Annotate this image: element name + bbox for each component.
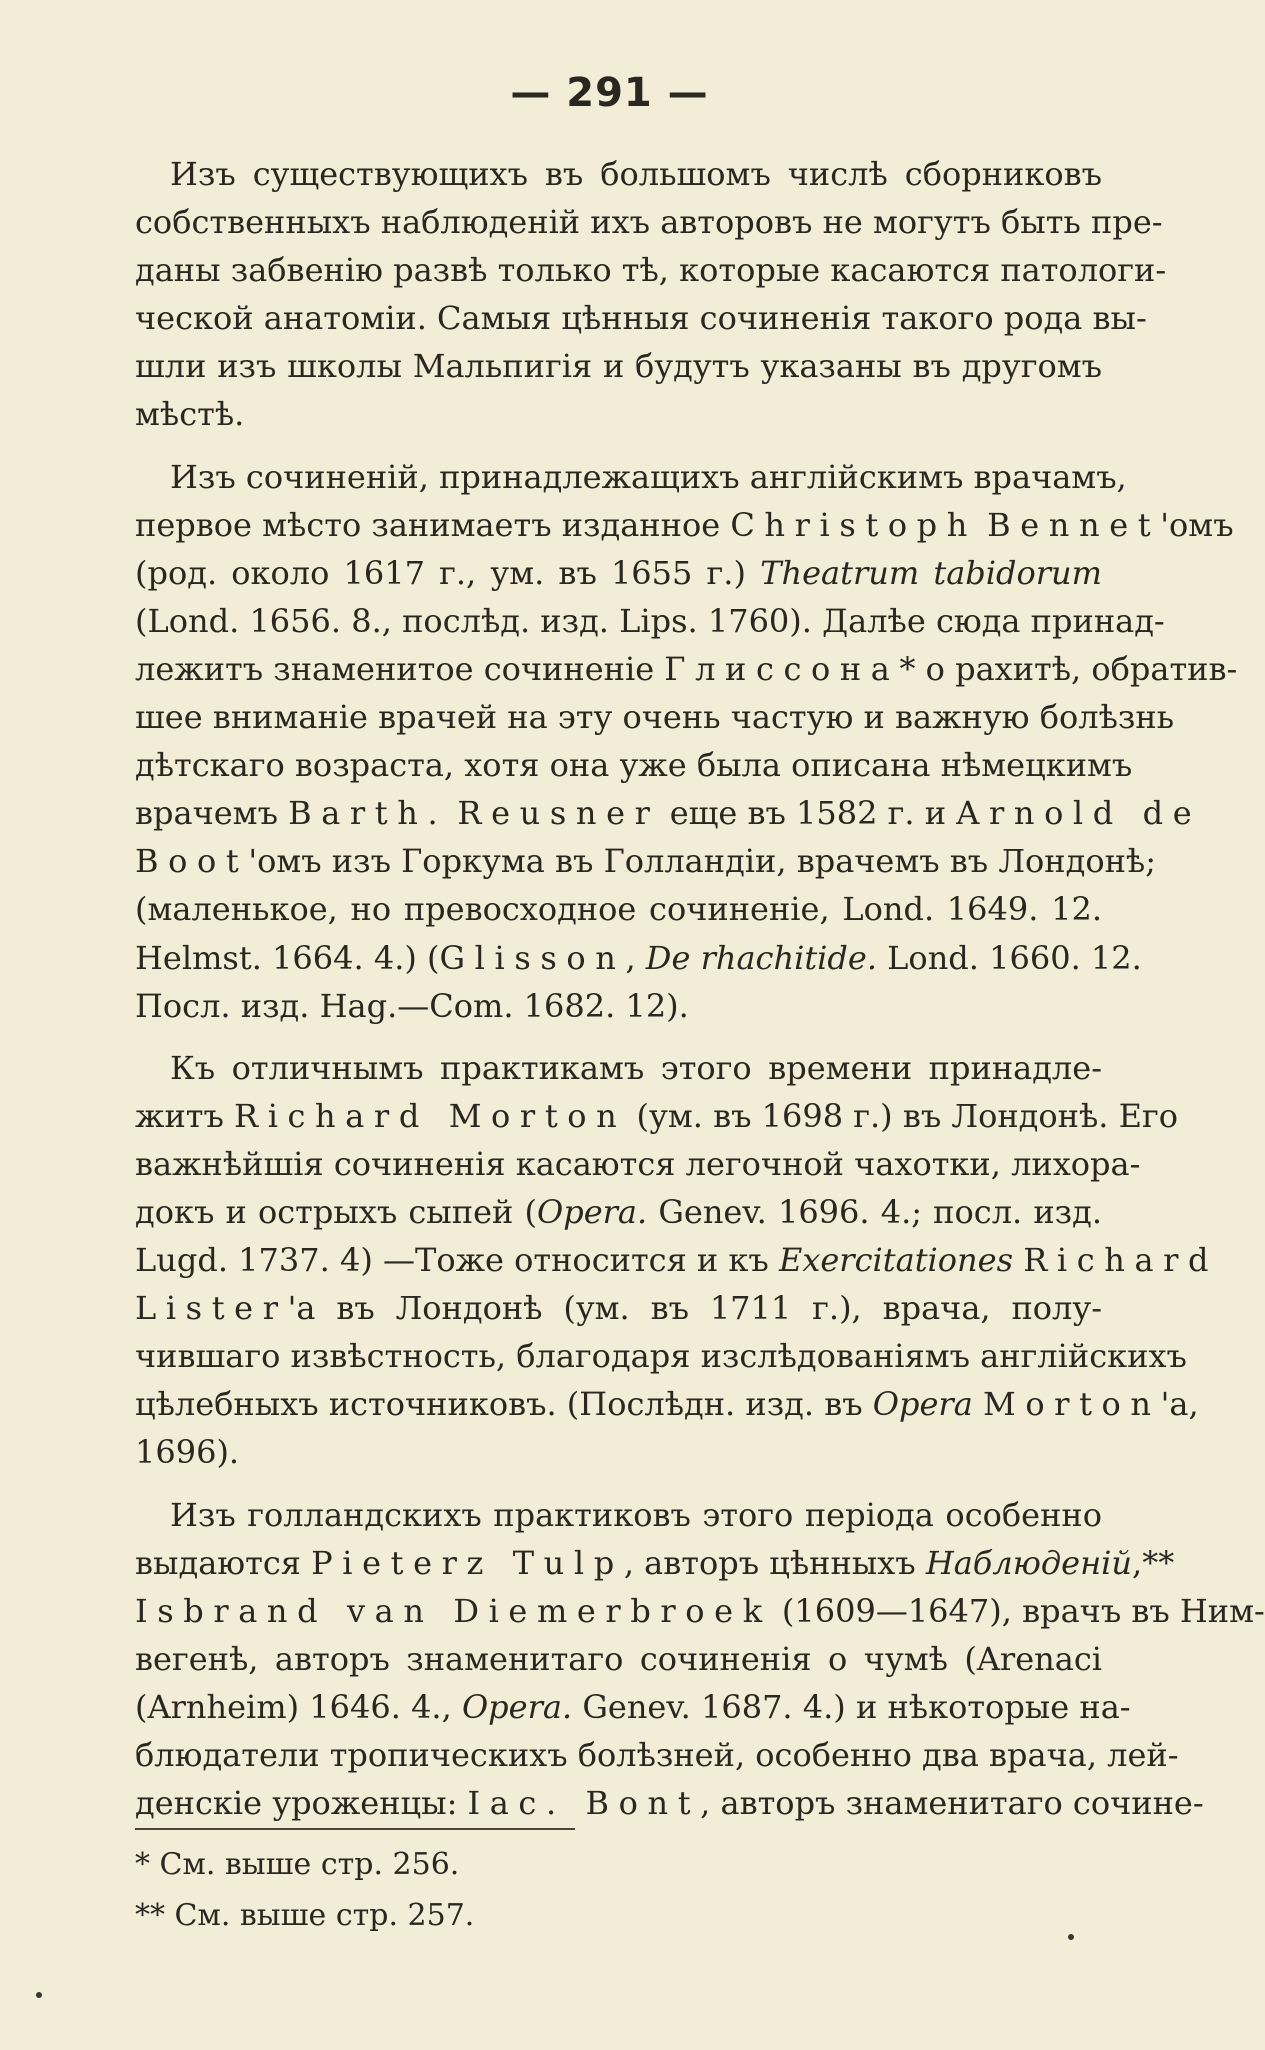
text-segment: Iac. Bont <box>467 1784 701 1823</box>
text-segment: Arnold de <box>956 794 1202 833</box>
text-segment: Pieterz Tulp <box>311 1543 624 1582</box>
text-segment <box>977 506 987 544</box>
text-segment: Genev. 1696. 4.; посл. изд. <box>647 1192 1103 1231</box>
paragraph <box>135 1044 1219 1477</box>
text-segment: врачемъ <box>135 794 289 833</box>
paragraph-gap <box>135 1030 1102 1044</box>
body-text <box>135 150 1265 1827</box>
text-line <box>135 982 1102 1030</box>
print-speck <box>1068 1934 1074 1940</box>
text-segment: Helmst. 1664. 4.) ( <box>135 938 440 977</box>
text-segment: ческой анатоміи. Самыя цѣнныя сочиненія такого рода вы- <box>135 299 1147 338</box>
text-line <box>135 789 1202 837</box>
text-segment: собственныхъ наблюденій ихъ авторовъ не могутъ быть пре- <box>135 203 1163 242</box>
text-line <box>135 150 1102 198</box>
text-line <box>135 1635 1102 1683</box>
text-segment <box>1013 1241 1023 1279</box>
text-line <box>135 1332 1187 1380</box>
text-segment: Theatrum tabidorum <box>760 553 1103 592</box>
text-segment: важнѣйшія сочиненія касаются легочной чахотки, лихора- <box>135 1144 1141 1183</box>
text-line <box>135 198 1163 246</box>
text-segment: Exercitationes <box>778 1241 1014 1280</box>
text-segment: мѣстѣ. <box>135 395 245 434</box>
text-line <box>135 1140 1141 1188</box>
text-segment: Boot <box>135 842 249 881</box>
text-line <box>135 1731 1179 1779</box>
text-line <box>135 1779 1204 1827</box>
text-line <box>135 549 1102 597</box>
print-speck <box>36 1992 42 1998</box>
text-line <box>135 342 1102 390</box>
text-segment: Reusner <box>457 794 660 833</box>
text-segment: , авторъ знаменитаго сочине- <box>700 1784 1204 1823</box>
text-segment: блюдатели тропическихъ болѣзней, особенно два врача, лей- <box>135 1736 1179 1774</box>
text-line <box>135 693 1175 741</box>
text-segment: 'омъ <box>1160 505 1234 544</box>
text-segment: De rhachitide. <box>645 938 877 977</box>
footnote-2: ** См. выше стр. 257. <box>135 1898 475 1933</box>
text-segment: житъ <box>135 1096 234 1135</box>
text-segment: дѣтскаго возраста, хотя она уже была описана нѣмецкимъ <box>135 746 1133 785</box>
text-segment: докъ и острыхъ сыпей ( <box>135 1192 537 1231</box>
footnote-1: * См. выше стр. 256. <box>135 1847 460 1882</box>
text-segment: (маленькое, но превосходное сочиненіе, Lond. 1649. 12. <box>135 890 1102 929</box>
text-segment: , авторъ цѣнныхъ <box>623 1543 926 1582</box>
text-line <box>135 294 1147 342</box>
text-segment: Opera. <box>536 1192 648 1231</box>
text-segment: Lond. 1660. 12. <box>877 938 1142 977</box>
text-line <box>135 1428 1102 1476</box>
text-segment: шли изъ школы Мальпигія и будутъ указаны въ другомъ <box>135 347 1102 386</box>
text-segment: Lister <box>135 1289 288 1328</box>
text-segment: Opera. <box>461 1687 573 1726</box>
text-line <box>135 1284 1102 1332</box>
text-segment: Isbrand van Diemerbroek <box>135 1591 772 1630</box>
text-segment: , <box>625 938 646 977</box>
text-segment: даны забвенію развѣ только тѣ, которые касаются патологи- <box>135 251 1167 290</box>
text-segment: (1609—1647), врачъ въ Ним- <box>771 1591 1265 1630</box>
text-segment: Christoph <box>730 505 977 544</box>
text-segment: выдаются <box>135 1543 312 1582</box>
paragraph <box>135 453 1238 1030</box>
footnote-rule <box>135 1828 575 1830</box>
text-segment: Richard <box>1023 1241 1219 1280</box>
text-segment: (ум. въ 1698 г.) въ Лондонѣ. Его <box>626 1096 1178 1135</box>
text-line <box>135 246 1167 294</box>
text-line <box>135 390 1102 438</box>
paragraph <box>135 150 1167 439</box>
text-segment: Къ отличнымъ практикамъ этого времени принадле- <box>170 1048 1102 1087</box>
text-line <box>135 934 1142 982</box>
text-segment: первое мѣсто занимаетъ изданное <box>135 505 731 544</box>
text-line <box>135 597 1165 645</box>
text-segment: (род. около 1617 г., ум. въ 1655 г.) <box>135 553 761 592</box>
text-segment: 'а, <box>1160 1385 1199 1424</box>
text-segment: Изъ голландскихъ практиковъ этого періода особенно <box>170 1495 1102 1534</box>
text-line <box>135 1188 1102 1236</box>
text-segment: 'омъ изъ Горкума въ Голландіи, врачемъ въ Лондонѣ; <box>248 842 1156 881</box>
text-line <box>135 645 1238 693</box>
text-segment: вегенѣ, авторъ знаменитаго сочиненія о чумѣ (Arenaci <box>135 1639 1102 1678</box>
text-line <box>135 837 1156 885</box>
text-segment: Morton <box>982 1385 1161 1424</box>
text-line <box>135 1236 1219 1284</box>
text-segment: денскіе уроженцы: <box>135 1784 468 1823</box>
text-line <box>135 1683 1131 1731</box>
text-line <box>135 1491 1102 1539</box>
text-segment: чившаго извѣстность, благодаря изслѣдованіямъ англійскихъ <box>135 1337 1187 1376</box>
text-line <box>135 1587 1265 1635</box>
text-segment: (Arnheim) 1646. 4., <box>135 1687 462 1726</box>
text-line <box>135 453 1127 501</box>
text-segment: шее вниманіе врачей на эту очень частую и важную болѣзнь <box>135 698 1175 737</box>
text-line <box>135 1044 1102 1092</box>
text-segment <box>973 1385 983 1423</box>
text-segment: Genev. 1687. 4.) и нѣкоторые на- <box>572 1687 1131 1726</box>
text-segment: 1696). <box>135 1433 240 1472</box>
text-segment: Наблюденій <box>925 1543 1133 1582</box>
text-segment: Richard Morton <box>234 1096 627 1135</box>
text-segment: Bennet <box>987 505 1161 544</box>
text-segment: (Lond. 1656. 8., послѣд. изд. Lips. 1760). Далѣе сюда принад- <box>135 601 1165 640</box>
text-segment: Глиссона <box>664 649 900 688</box>
text-segment: Изъ существующихъ въ большомъ числѣ сборниковъ <box>170 155 1102 193</box>
text-line <box>135 741 1133 789</box>
text-segment: Barth. <box>288 794 448 833</box>
text-segment: еще въ 1582 г. и <box>659 794 957 833</box>
text-segment: Изъ сочиненій, принадлежащихъ англійскимъ врачамъ, <box>170 457 1127 496</box>
paragraph-gap <box>135 1477 1102 1491</box>
text-line <box>135 501 1234 549</box>
text-segment: лежитъ знаменитое сочиненіе <box>135 649 665 688</box>
text-line <box>135 885 1102 933</box>
text-line <box>135 1380 1199 1428</box>
text-segment: Lugd. 1737. 4) —Тоже относится и къ <box>135 1241 779 1280</box>
text-line <box>135 1539 1175 1587</box>
text-segment <box>447 794 457 832</box>
text-segment: ,** <box>1132 1543 1175 1582</box>
paragraph-gap <box>135 439 1102 453</box>
text-segment: Glisson <box>439 938 626 977</box>
text-line <box>135 1092 1178 1140</box>
text-segment: 'а въ Лондонѣ (ум. въ 1711 г.), врача, полу- <box>287 1289 1102 1328</box>
text-segment: Opera <box>872 1385 973 1424</box>
text-segment: цѣлебныхъ источниковъ. (Послѣдн. изд. въ <box>135 1385 873 1424</box>
paragraph <box>135 1491 1265 1828</box>
page-number: — 291 — <box>510 70 709 116</box>
text-segment: * о рахитѣ, обратив- <box>899 649 1238 688</box>
text-segment: Посл. изд. Hag.—Com. 1682. 12). <box>135 986 689 1025</box>
